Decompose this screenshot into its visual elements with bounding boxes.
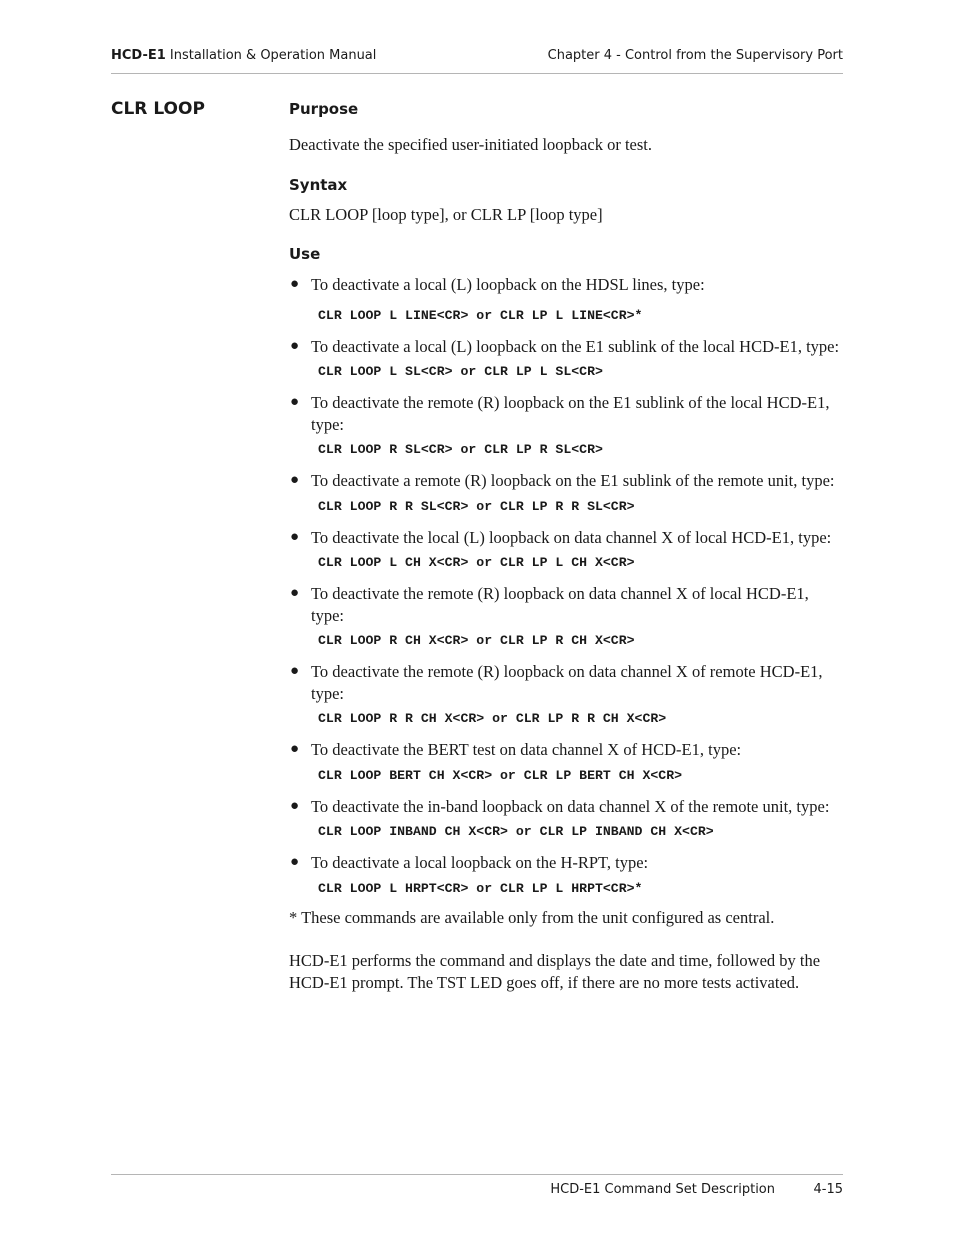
- command-code: CLR LOOP L HRPT<CR> or CLR LP L HRPT<CR>*: [318, 880, 643, 896]
- use-item: [289, 852, 844, 898]
- command-code: CLR LOOP L SL<CR> or CLR LP L SL<CR>: [318, 364, 603, 379]
- footer-description: HCD-E1 Command Set Description: [550, 1182, 775, 1197]
- footer-divider: [111, 1174, 843, 1175]
- list-item: [289, 274, 844, 296]
- bullet-icon: ●: [290, 337, 300, 354]
- header-manual: Installation & Operation Manual: [165, 48, 377, 63]
- command-code: CLR LOOP INBAND CH X<CR> or CLR LP INBAND CH X<CR>: [318, 824, 714, 839]
- use-item-text: To deactivate a local loopback on the H-RPT, type:: [311, 853, 649, 872]
- use-item: [289, 583, 844, 650]
- use-item: [289, 274, 844, 325]
- command-code: CLR LOOP L LINE<CR> or CLR LP L LINE<CR>*: [318, 307, 643, 323]
- use-item-text: To deactivate the remote (R) loopback on the E1 sublink of the local HCD-E1, type:: [311, 393, 830, 434]
- header-manual-title: [111, 48, 376, 63]
- bullet-icon: ●: [290, 797, 300, 814]
- page-number: 4-15: [813, 1182, 843, 1197]
- use-item-text: To deactivate the remote (R) loopback on data channel X of local HCD-E1, type:: [311, 584, 809, 625]
- use-item-text: To deactivate a remote (R) loopback on the E1 sublink of the remote unit, type:: [311, 471, 835, 490]
- section-title: CLR LOOP: [111, 99, 205, 119]
- syntax-text: CLR LOOP [loop type], or CLR LP [loop type]: [289, 204, 603, 224]
- command-code: CLR LOOP R CH X<CR> or CLR LP R CH X<CR>: [318, 633, 635, 648]
- purpose-heading: Purpose: [289, 100, 359, 118]
- command-code: CLR LOOP BERT CH X<CR> or CLR LP BERT CH X<CR>: [318, 767, 683, 783]
- header-product: HCD-E1: [111, 48, 166, 63]
- use-item-text: To deactivate the local (L) loopback on data channel X of local HCD-E1, type:: [311, 527, 832, 547]
- bullet-icon: ●: [290, 472, 300, 488]
- command-code: CLR LOOP R R CH X<CR> or CLR LP R R CH X<CR>: [318, 711, 667, 726]
- bullet-icon: ●: [290, 585, 300, 601]
- use-item-text: To deactivate the in-band loopback on data channel X of the remote unit, type:: [311, 796, 830, 816]
- use-item-text: To deactivate a local (L) loopback on the E1 sublink of the local HCD-E1, type:: [311, 336, 840, 356]
- purpose-text: Deactivate the specified user-initiated loopback or test.: [289, 135, 652, 154]
- list-item: [289, 470, 844, 492]
- use-item: [289, 392, 844, 459]
- page-footer: [111, 1182, 843, 1200]
- bullet-icon: ●: [290, 394, 300, 410]
- use-item: [289, 661, 844, 728]
- list-item: [289, 336, 844, 358]
- footnote: * These commands are available only from the unit configured as central.: [289, 907, 775, 927]
- syntax-heading: Syntax: [289, 175, 348, 194]
- header-divider: [111, 73, 843, 74]
- list-item: [289, 852, 844, 874]
- bullet-icon: ●: [290, 854, 300, 870]
- bullet-icon: ●: [290, 663, 300, 679]
- bullet-icon: ●: [290, 528, 300, 545]
- page-header: [111, 48, 843, 66]
- command-code: CLR LOOP L CH X<CR> or CLR LP L CH X<CR>: [318, 555, 635, 570]
- result-paragraph: HCD-E1 performs the command and displays the date and time, followed by the HCD-E1 prompt. The TST LED goes off, if there are no more tests activated.: [289, 951, 821, 992]
- use-heading: Use: [289, 245, 321, 263]
- list-item: [289, 527, 844, 549]
- list-item: [289, 661, 844, 704]
- use-item: [289, 527, 844, 573]
- command-code: CLR LOOP R R SL<CR> or CLR LP R R SL<CR>: [318, 498, 635, 514]
- use-item: [289, 739, 844, 785]
- use-item: [289, 470, 844, 516]
- list-item: [289, 392, 844, 435]
- list-item: [289, 796, 844, 818]
- header-chapter: Chapter 4 - Control from the Supervisory Port: [547, 48, 843, 63]
- bullet-icon: ●: [290, 276, 300, 292]
- bullet-icon: ●: [290, 741, 300, 757]
- use-item: [289, 336, 844, 382]
- list-item: [289, 583, 844, 626]
- list-item: [289, 739, 844, 761]
- use-item-text: To deactivate the remote (R) loopback on data channel X of remote HCD-E1, type:: [311, 662, 823, 703]
- section-body: [289, 98, 844, 993]
- command-code: CLR LOOP R SL<CR> or CLR LP R SL<CR>: [318, 442, 603, 457]
- use-item: [289, 796, 844, 842]
- use-item-text: To deactivate the BERT test on data channel X of HCD-E1, type:: [311, 740, 742, 759]
- use-item-text: To deactivate a local (L) loopback on the HDSL lines, type:: [311, 275, 705, 294]
